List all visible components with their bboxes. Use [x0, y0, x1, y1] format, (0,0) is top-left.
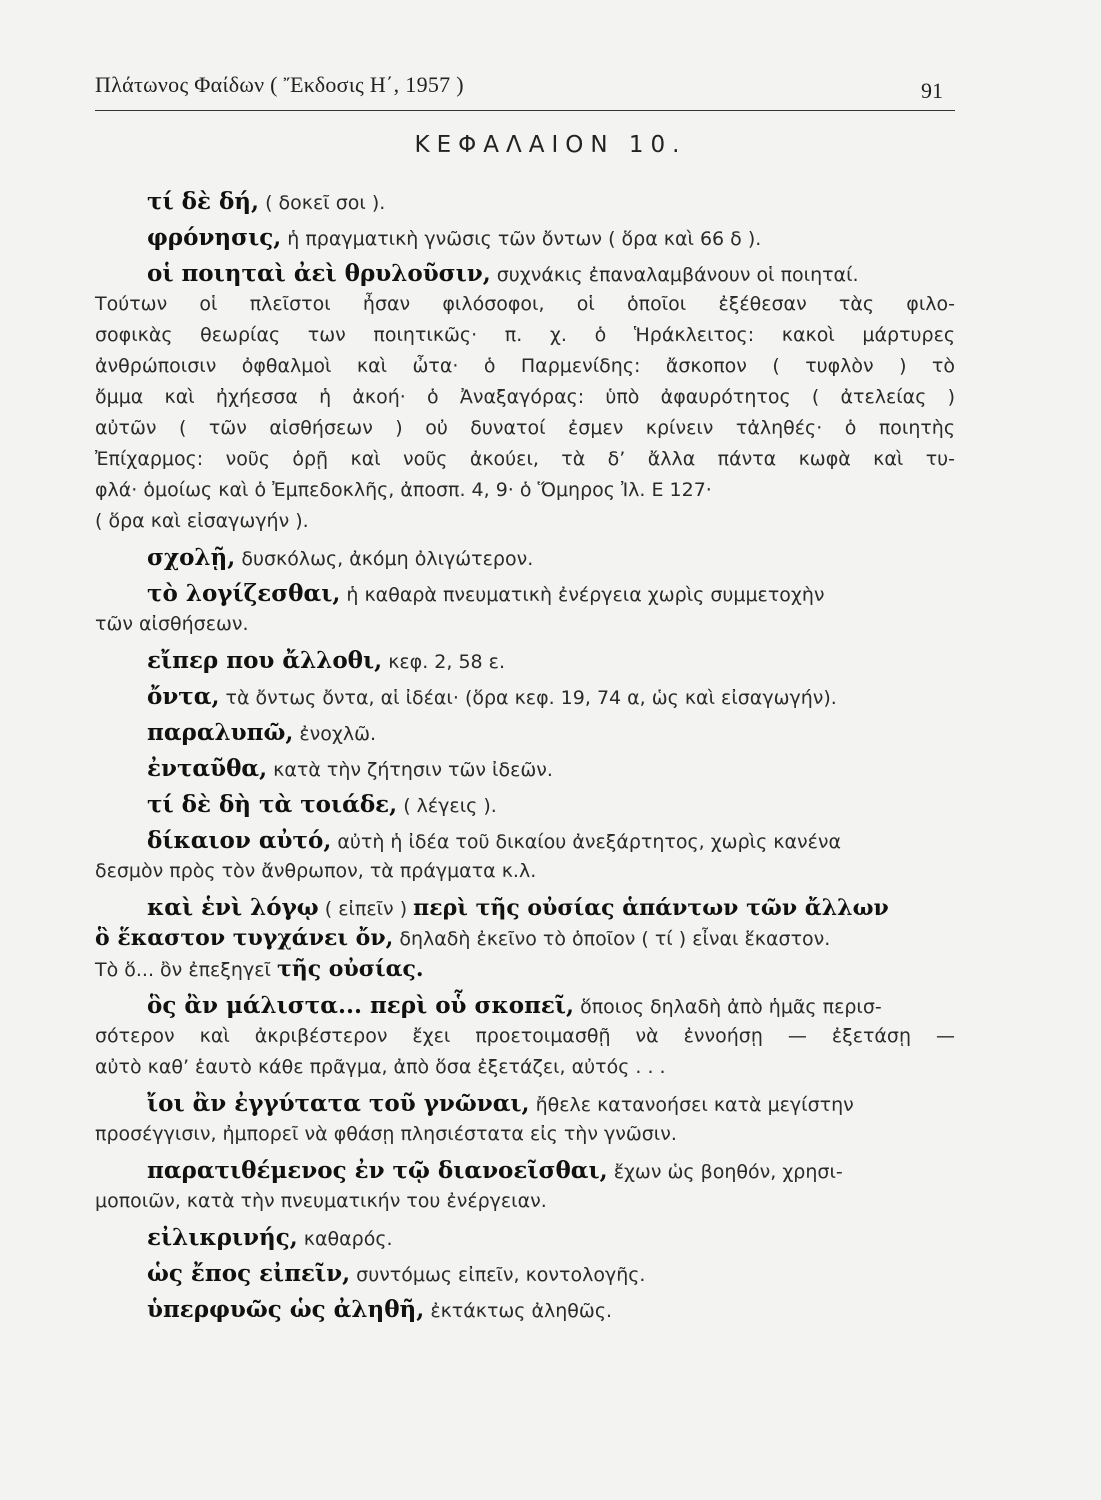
entry-gloss: ( δοκεῖ σοι ).	[265, 192, 386, 214]
entry-line	[95, 990, 955, 1021]
entry-gloss: αὐτὴ ἡ ἰδέα τοῦ δικαίου ἀνεξάρτητος, χωρὶς κανένα	[337, 831, 842, 853]
entry-gloss: ὄμμα καὶ ἠχήεσσα ἡ ἀκοή· ὁ Ἀναξαγόρας: ὑπὸ ἀφαυρότητος ( ἀτελείας )	[95, 386, 955, 408]
entry-continuation	[95, 382, 955, 413]
entry-lemma-continued: περὶ τῆς οὐσίας ἁπάντων τῶν ἄλλων	[413, 895, 889, 921]
entry-line	[95, 222, 955, 253]
running-title: Πλάτωνος Φαίδων ( Ἔκδοσις Η΄, 1957 )	[95, 72, 464, 97]
entry-gloss: ( ὅρα καὶ εἰσαγωγήν ).	[95, 510, 309, 532]
entry-lemma-continued: τῆς οὐσίας.	[276, 956, 424, 982]
entry-gloss: ὅποιος δηλαδὴ ἀπὸ ἡμᾶς περισ-	[580, 996, 882, 1018]
entry-gloss: Τὸ ὅ... ὂν ἐπεξηγεῖ	[95, 959, 271, 981]
entry-gloss: ἡ καθαρὰ πνευματικὴ ἐνέργεια χωρὶς συμμετοχὴν	[346, 584, 825, 606]
entry-gloss: ἤθελε κατανοήσει κατὰ μεγίστην	[535, 1094, 854, 1116]
page-number: 91	[921, 78, 943, 103]
entry-lemma: φρόνησις,	[147, 224, 282, 251]
entry-gloss: τῶν αἰσθήσεων.	[95, 613, 249, 635]
entry-lemma: παρατιθέμενος ἐν τῷ διανοεῖσθαι,	[147, 1157, 608, 1184]
entry-gloss: κατὰ τὴν ζήτησιν τῶν ἰδεῶν.	[273, 759, 553, 781]
entry-continuation	[95, 609, 955, 640]
entry-continuation	[95, 856, 955, 887]
chapter-heading: ΚΕΦΑΛΑΙΟΝ 10.	[414, 132, 687, 158]
entry-lemma: ὄντα,	[147, 683, 220, 710]
entry-gloss: τὰ ὄντως ὄντα, αἱ ἰδέαι· (ὅρα κεφ. 19, 74 α, ὡς καὶ εἰσαγωγήν).	[225, 687, 837, 709]
entry-gloss: αὐτὸ καθ’ ἑαυτὸ κάθε πρᾶγμα, ἀπὸ ὅσα ἐξετάζει, αὐτός . . .	[95, 1056, 666, 1078]
entry-lemma: τί δὲ δή,	[147, 188, 260, 215]
entry-line	[95, 892, 955, 923]
entry-continuation	[95, 506, 955, 537]
running-head	[95, 70, 955, 111]
entry-line	[95, 753, 955, 784]
entry-continuation	[95, 444, 955, 475]
entry-line	[95, 258, 955, 289]
entry-continuation	[95, 475, 955, 506]
entry-line	[95, 681, 955, 712]
entry-line	[95, 578, 955, 609]
entry-gloss: Ἐπίχαρμος: νοῦς ὁρῇ καὶ νοῦς ἀκούει, τὰ δ’ ἄλλα πάντα κωφὰ καὶ τυ-	[95, 448, 955, 470]
entry-gloss: σότερον καὶ ἀκριβέστερον ἔχει προετοιμασθῇ νὰ ἐννοήσῃ — ἐξετάσῃ —	[95, 1025, 955, 1047]
entry-continuation	[95, 351, 955, 382]
entry-lemma: τὸ λογίζεσθαι,	[147, 580, 341, 607]
entry-lemma: σχολῇ,	[147, 544, 236, 571]
entry-lemma: εἰλικρινής,	[147, 1224, 298, 1251]
entry-lemma: καὶ ἑνὶ λόγῳ	[147, 894, 319, 921]
entry-continuation	[95, 1021, 955, 1052]
entry-line	[95, 717, 955, 748]
entry-gloss: αὐτῶν ( τῶν αἰσθήσεων ) οὐ δυνατοί ἐσμεν κρίνειν τἀληθές· ὁ ποιητὴς	[95, 417, 955, 439]
entry-gloss: δυσκόλως, ἀκόμη ὀλιγώτερον.	[241, 548, 534, 570]
entry-gloss: ἀνθρώποισιν ὀφθαλμοὶ καὶ ὦτα· ὁ Παρμενίδης: ἄσκοπον ( τυφλὸν ) τὸ	[95, 355, 955, 377]
entry-continuation	[95, 1186, 955, 1217]
entry-lemma: οἱ ποιηταὶ ἀεὶ θρυλοῦσιν,	[147, 260, 491, 287]
entry-gloss: φλά· ὁμοίως καὶ ὁ Ἐμπεδοκλῆς, ἀποσπ. 4, 9· ὁ Ὅμηρος Ἰλ. Ε 127·	[95, 479, 712, 501]
entry-line	[95, 645, 955, 676]
entry-line	[95, 1258, 955, 1289]
entry-line	[95, 1294, 955, 1325]
entry-gloss: μοποιῶν, κατὰ τὴν πνευματικήν του ἐνέργειαν.	[95, 1190, 547, 1212]
entry-line	[95, 1222, 955, 1253]
entry-line	[95, 542, 955, 573]
entry-gloss: Τούτων οἱ πλεῖστοι ἦσαν φιλόσοφοι, οἱ ὁποῖοι ἐξέθεσαν τὰς φιλο-	[95, 293, 955, 315]
entry-lemma: εἴπερ που ἄλλοθι,	[147, 647, 383, 674]
entry-continuation	[95, 1052, 955, 1083]
entry-gloss: ( εἰπεῖν )	[324, 898, 408, 920]
entry-lemma-continued: ὃ ἕκαστον τυγχάνει ὄν,	[95, 925, 394, 951]
entry-gloss: συντόμως εἰπεῖν, κοντολογῆς.	[356, 1264, 646, 1286]
entry-lemma: δίκαιον αὐτό,	[147, 827, 332, 854]
entry-continuation	[95, 1119, 955, 1150]
entry-line	[95, 1088, 955, 1119]
entry-gloss: συχνάκις ἐπαναλαμβάνουν οἱ ποιηταί.	[496, 264, 859, 286]
commentary-entries	[95, 186, 955, 1325]
entry-lemma: ἐνταῦθα,	[147, 755, 268, 782]
entry-continuation	[95, 289, 955, 320]
entry-lemma: ὡς ἔπος εἰπεῖν,	[147, 1260, 351, 1287]
entry-lemma: ὑπερφυῶς ὡς ἀληθῆ,	[147, 1296, 425, 1323]
entry-lemma: ὃς ἂν μάλιστα... περὶ οὗ σκοπεῖ,	[147, 992, 575, 1019]
entry-continuation	[95, 923, 955, 954]
entry-gloss: ἐκτάκτως ἀληθῶς.	[430, 1300, 613, 1322]
entry-gloss: προσέγγισιν, ἠμπορεῖ νὰ φθάσῃ πλησιέστατα εἰς τὴν γνῶσιν.	[95, 1123, 677, 1145]
entry-gloss: δεσμὸν πρὸς τὸν ἄνθρωπον, τὰ πράγματα κ.λ.	[95, 860, 537, 882]
entry-gloss: ἔχων ὡς βοηθόν, χρησι-	[613, 1161, 843, 1183]
entry-gloss: ( λέγεις ).	[403, 795, 497, 817]
entry-gloss: σοφικὰς θεωρίας των ποιητικῶς· π. χ. ὁ Ἡράκλειτος: κακοὶ μάρτυρες	[95, 324, 955, 346]
entry-gloss: δηλαδὴ ἐκεῖνο τὸ ὁποῖον ( τί ) εἶναι ἕκαστον.	[399, 928, 831, 950]
entry-line	[95, 186, 955, 217]
entry-continuation	[95, 954, 955, 985]
entry-gloss: ἡ πραγματικὴ γνῶσις τῶν ὄντων ( ὅρα καὶ 66 δ ).	[287, 228, 762, 250]
entry-line	[95, 789, 955, 820]
entry-gloss: ἐνοχλῶ.	[299, 723, 377, 745]
entry-continuation	[95, 413, 955, 444]
entry-lemma: παραλυπῶ,	[147, 719, 294, 746]
entry-lemma: τί δὲ δὴ τὰ τοιάδε,	[147, 791, 398, 818]
entry-gloss: κεφ. 2, 58 ε.	[388, 651, 505, 673]
entry-line	[95, 1155, 955, 1186]
entry-continuation	[95, 320, 955, 351]
entry-lemma: ἴοι ἂν ἐγγύτατα τοῦ γνῶναι,	[147, 1090, 530, 1117]
entry-gloss: καθαρός.	[303, 1228, 393, 1250]
entry-line	[95, 825, 955, 856]
